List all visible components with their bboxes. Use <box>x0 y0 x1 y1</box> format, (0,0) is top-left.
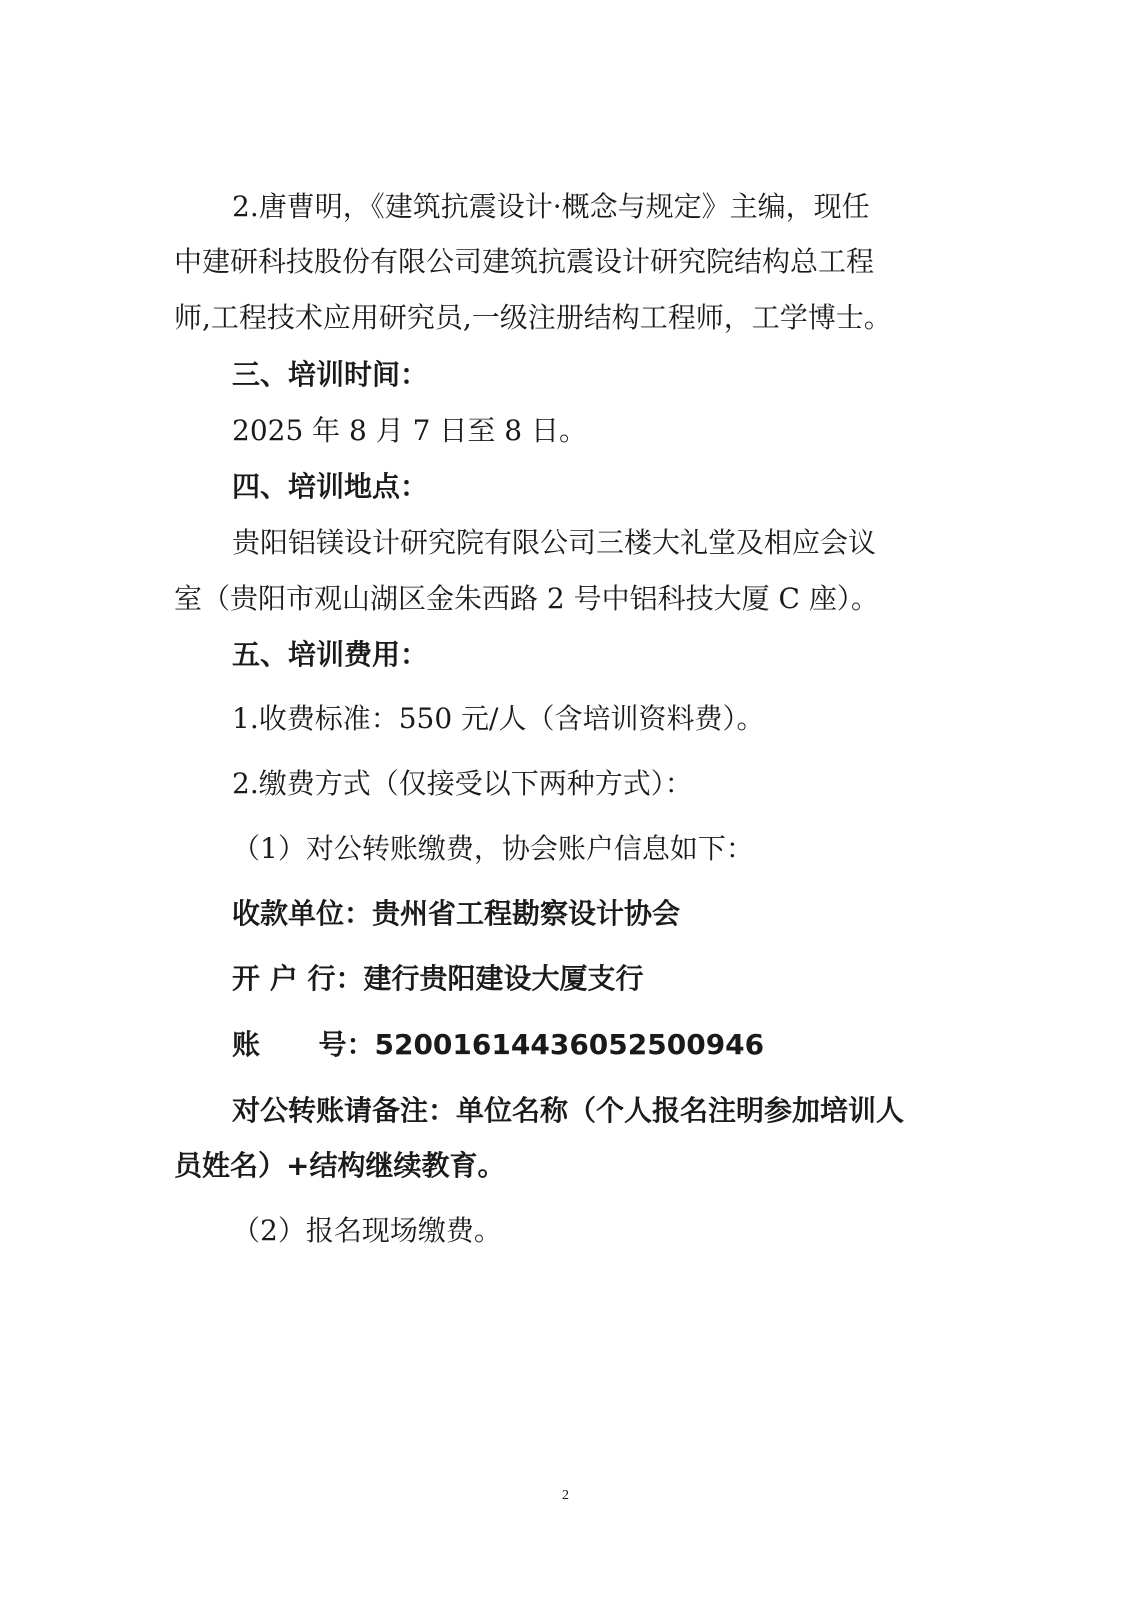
transfer-remark-line2: 员姓名）+结构继续教育。 <box>174 1149 506 1182</box>
expert2-line1: 2.唐曹明，《建筑抗震设计·概念与规定》主编，现任 <box>232 190 870 223</box>
bank-info: 开 户 行：建行贵阳建设大厦支行 <box>232 962 644 995</box>
page-number: 2 <box>562 1488 569 1503</box>
expert2-line2: 中建研科技股份有限公司建筑抗震设计研究院结构总工程 <box>174 245 875 278</box>
fee-standard: 1.收费标准：550 元/人（含培训资料费）。 <box>232 702 765 735</box>
expert2-line3: 师,工程技术应用研究员,一级注册结构工程师，工学博士。 <box>174 301 892 334</box>
payment-option-2: （2）报名现场缴费。 <box>232 1214 502 1247</box>
training-time-heading: 三、培训时间： <box>232 358 429 391</box>
training-time-text: 2025 年 8 月 7 日至 8 日。 <box>232 414 588 447</box>
training-location-line2: 室（贵阳市观山湖区金朱西路 2 号中铝科技大厦 C 座）。 <box>174 582 879 615</box>
payment-method: 2.缴费方式（仅接受以下两种方式）： <box>232 767 693 800</box>
account-number: 账 号：52001614436052500946 <box>232 1028 765 1061</box>
payee-info: 收款单位：贵州省工程勘察设计协会 <box>232 897 681 930</box>
training-fee-heading: 五、培训费用： <box>232 638 429 671</box>
payment-option-1: （1）对公转账缴费，协会账户信息如下： <box>232 832 754 865</box>
transfer-remark-line1: 对公转账请备注：单位名称（个人报名注明参加培训人 <box>232 1094 905 1127</box>
training-location-line1: 贵阳铝镁设计研究院有限公司三楼大礼堂及相应会议 <box>232 526 877 559</box>
training-location-heading: 四、培训地点： <box>232 470 429 503</box>
